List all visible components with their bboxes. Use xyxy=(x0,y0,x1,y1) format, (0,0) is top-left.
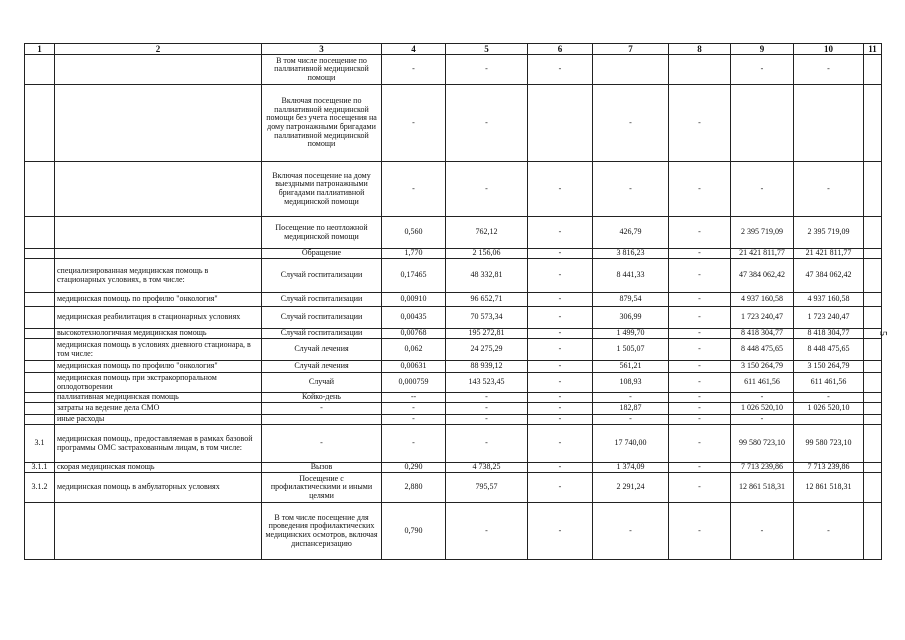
table-cell: - xyxy=(528,307,593,329)
table-cell: 8 418 304,77 xyxy=(731,329,794,339)
table-cell: - xyxy=(528,393,593,403)
table-cell: 99 580 723,10 xyxy=(794,425,864,463)
table-cell: - xyxy=(528,259,593,293)
table-cell: - xyxy=(528,473,593,503)
table-cell: - xyxy=(382,85,446,162)
table-cell: 1 723 240,47 xyxy=(731,307,794,329)
table-cell: 1 374,09 xyxy=(593,463,669,473)
table-cell: 1 026 520,10 xyxy=(731,403,794,415)
table-cell: 17 740,00 xyxy=(593,425,669,463)
table-cell: - xyxy=(382,403,446,415)
table-cell xyxy=(25,55,55,85)
table-row xyxy=(25,425,882,463)
table-cell: - xyxy=(528,463,593,473)
table-cell: - xyxy=(669,339,731,361)
table-cell: 2 291,24 xyxy=(593,473,669,503)
document-sheet xyxy=(24,43,882,560)
table-row xyxy=(25,85,882,162)
table-cell: - xyxy=(593,85,669,162)
table-row xyxy=(25,259,882,293)
table-cell: - xyxy=(446,393,528,403)
table-cell: - xyxy=(731,393,794,403)
table-cell: - xyxy=(669,259,731,293)
table-cell: - xyxy=(528,162,593,217)
table-cell xyxy=(864,503,882,560)
table-cell: - xyxy=(528,403,593,415)
table-cell: - xyxy=(528,293,593,307)
table-cell xyxy=(864,403,882,415)
table-row xyxy=(25,373,882,393)
table-cell: 88 939,12 xyxy=(446,361,528,373)
table-cell: 8 441,33 xyxy=(593,259,669,293)
table-cell: - xyxy=(446,85,528,162)
table-cell xyxy=(864,473,882,503)
table-cell xyxy=(55,503,262,560)
table-cell: Обращение xyxy=(262,249,382,259)
table-cell: - xyxy=(446,415,528,425)
table-cell: 3.1.1 xyxy=(25,463,55,473)
table-cell: 1 723 240,47 xyxy=(794,307,864,329)
table-cell: высокотехнологичная медицинская помощь xyxy=(55,329,262,339)
table-cell: 611 461,56 xyxy=(794,373,864,393)
table-cell xyxy=(25,293,55,307)
table-cell: Случай госпитализации xyxy=(262,293,382,307)
table-cell xyxy=(25,503,55,560)
table-cell xyxy=(864,259,882,293)
table-cell xyxy=(25,393,55,403)
table-cell: 0,00768 xyxy=(382,329,446,339)
table-cell xyxy=(864,425,882,463)
table-cell: - xyxy=(528,329,593,339)
table-cell: 1 505,07 xyxy=(593,339,669,361)
table-cell xyxy=(864,361,882,373)
table-cell: - xyxy=(382,55,446,85)
table-cell: - xyxy=(669,473,731,503)
table-cell: 182,87 xyxy=(593,403,669,415)
table-cell xyxy=(864,217,882,249)
table-cell xyxy=(864,293,882,307)
table-cell: специализированная медицинская помощь в стационарных условиях, в том числе: xyxy=(55,259,262,293)
table-row xyxy=(25,415,882,425)
table-cell xyxy=(864,307,882,329)
table-cell xyxy=(25,217,55,249)
table-cell: - xyxy=(528,339,593,361)
table-cell: - xyxy=(669,415,731,425)
table-cell: - xyxy=(731,55,794,85)
table-cell xyxy=(262,415,382,425)
table-cell: 3.1 xyxy=(25,425,55,463)
table-cell: 3 816,23 xyxy=(593,249,669,259)
table-cell: 195 272,81 xyxy=(446,329,528,339)
table-cell: - xyxy=(262,425,382,463)
table-cell: Случай госпитализации xyxy=(262,259,382,293)
table-cell xyxy=(25,415,55,425)
table-cell: 2 395 719,09 xyxy=(731,217,794,249)
table-cell: медицинская помощь при экстракорпоральном оплодотворении xyxy=(55,373,262,393)
table-cell: 70 573,34 xyxy=(446,307,528,329)
page-number: 5 xyxy=(877,331,888,336)
table-cell: - xyxy=(528,503,593,560)
table-cell: 21 421 811,77 xyxy=(731,249,794,259)
table-cell xyxy=(55,249,262,259)
table-cell: 48 332,81 xyxy=(446,259,528,293)
col-header: 3 xyxy=(262,44,382,55)
col-header: 10 xyxy=(794,44,864,55)
table-cell: 3 150 264,79 xyxy=(794,361,864,373)
table-cell: 4 738,25 xyxy=(446,463,528,473)
table-cell: 47 384 062,42 xyxy=(731,259,794,293)
table-cell: 2,880 xyxy=(382,473,446,503)
table-cell xyxy=(25,339,55,361)
table-row xyxy=(25,403,882,415)
table-cell: Вызов xyxy=(262,463,382,473)
col-header: 1 xyxy=(25,44,55,55)
table-cell: - xyxy=(669,293,731,307)
table-row xyxy=(25,361,882,373)
table-cell: 8 418 304,77 xyxy=(794,329,864,339)
table-cell: 2 395 719,09 xyxy=(794,217,864,249)
table-cell: - xyxy=(528,217,593,249)
table-cell: 8 448 475,65 xyxy=(731,339,794,361)
table-cell: - xyxy=(593,162,669,217)
table-cell xyxy=(55,55,262,85)
table-cell: Случай xyxy=(262,373,382,393)
table-cell: - xyxy=(528,361,593,373)
table-cell: 96 652,71 xyxy=(446,293,528,307)
table-cell: - xyxy=(446,403,528,415)
table-row xyxy=(25,217,882,249)
table-cell: - xyxy=(593,393,669,403)
table-cell: - xyxy=(528,249,593,259)
table-cell: 99 580 723,10 xyxy=(731,425,794,463)
table-cell: 3 150 264,79 xyxy=(731,361,794,373)
table-cell xyxy=(731,85,794,162)
table-cell: - xyxy=(669,217,731,249)
table-cell: - xyxy=(382,425,446,463)
table-cell: Случай лечения xyxy=(262,361,382,373)
table-cell xyxy=(55,85,262,162)
table-cell: медицинская реабилитация в стационарных условиях xyxy=(55,307,262,329)
table-cell xyxy=(25,85,55,162)
table-cell: 0,00910 xyxy=(382,293,446,307)
table-cell xyxy=(864,339,882,361)
table-cell: - xyxy=(794,55,864,85)
table-cell: паллиативная медицинская помощь xyxy=(55,393,262,403)
table-cell: 879,54 xyxy=(593,293,669,307)
table-row xyxy=(25,55,882,85)
table-cell: 762,12 xyxy=(446,217,528,249)
col-header: 7 xyxy=(593,44,669,55)
table-cell: медицинская помощь по профилю "онкология" xyxy=(55,361,262,373)
table-cell: - xyxy=(669,162,731,217)
table-cell: - xyxy=(528,55,593,85)
col-header: 5 xyxy=(446,44,528,55)
table-row xyxy=(25,307,882,329)
table-cell: - xyxy=(669,373,731,393)
table-cell: 306,99 xyxy=(593,307,669,329)
table-cell: 7 713 239,86 xyxy=(731,463,794,473)
table-cell: 426,79 xyxy=(593,217,669,249)
table-cell: - xyxy=(382,162,446,217)
table-cell: 108,93 xyxy=(593,373,669,393)
table-cell: - xyxy=(446,162,528,217)
table-cell: медицинская помощь, предоставляемая в рамках базовой программы ОМС застрахованным лицам, в том числе: xyxy=(55,425,262,463)
table-cell xyxy=(25,373,55,393)
table-cell xyxy=(25,249,55,259)
table-cell: 1,770 xyxy=(382,249,446,259)
table-cell: - xyxy=(669,361,731,373)
table-row xyxy=(25,339,882,361)
table-cell: 7 713 239,86 xyxy=(794,463,864,473)
table-cell: - xyxy=(794,393,864,403)
table-cell xyxy=(669,55,731,85)
table-cell: 0,560 xyxy=(382,217,446,249)
table-cell: 0,790 xyxy=(382,503,446,560)
table-cell: Посещение по неотложной медицинской помощи xyxy=(262,217,382,249)
table-row xyxy=(25,162,882,217)
table-cell xyxy=(794,415,864,425)
table-cell: - xyxy=(262,403,382,415)
table-cell: - xyxy=(669,503,731,560)
table-cell: Включая посещение на дому выездными патронажными бригадами паллиативной медицинской помощи xyxy=(262,162,382,217)
table-cell: - xyxy=(528,415,593,425)
table-cell: 2 156,06 xyxy=(446,249,528,259)
table-cell xyxy=(794,85,864,162)
table-cell: Посещение с профилактическими и иными целями xyxy=(262,473,382,503)
table-cell: 12 861 518,31 xyxy=(731,473,794,503)
table-cell xyxy=(864,162,882,217)
table-cell: Койко-день xyxy=(262,393,382,403)
table-cell: - xyxy=(731,503,794,560)
table-cell xyxy=(593,55,669,85)
table-cell: 1 499,70 xyxy=(593,329,669,339)
table-cell: Случай лечения xyxy=(262,339,382,361)
tariff-table xyxy=(24,43,882,560)
table-cell: 21 421 811,77 xyxy=(794,249,864,259)
table-cell: медицинская помощь в амбулаторных условиях xyxy=(55,473,262,503)
table-cell xyxy=(25,403,55,415)
col-header: 8 xyxy=(669,44,731,55)
table-cell: - xyxy=(593,415,669,425)
table-row xyxy=(25,463,882,473)
table-cell xyxy=(864,463,882,473)
table-cell: 0,17465 xyxy=(382,259,446,293)
table-row xyxy=(25,249,882,259)
table-cell: - xyxy=(446,55,528,85)
table-row xyxy=(25,293,882,307)
table-cell: Включая посещение по паллиативной медицинской помощи без учета посещения на дому патронажными бригадами паллиативной медицинской помощи xyxy=(262,85,382,162)
table-cell xyxy=(864,373,882,393)
table-cell: 3.1.2 xyxy=(25,473,55,503)
table-cell xyxy=(528,85,593,162)
table-cell: 0,290 xyxy=(382,463,446,473)
table-cell: - xyxy=(669,329,731,339)
table-cell: - xyxy=(593,503,669,560)
column-number-row xyxy=(25,44,882,55)
table-cell: - xyxy=(794,503,864,560)
table-cell: 4 937 160,58 xyxy=(794,293,864,307)
col-header: 4 xyxy=(382,44,446,55)
table-cell xyxy=(864,415,882,425)
table-cell: Случай госпитализации xyxy=(262,307,382,329)
table-cell: медицинская помощь по профилю "онкология" xyxy=(55,293,262,307)
table-cell: -- xyxy=(382,393,446,403)
table-cell: - xyxy=(669,403,731,415)
table-cell: - xyxy=(669,307,731,329)
table-cell xyxy=(55,162,262,217)
table-cell: 561,21 xyxy=(593,361,669,373)
table-cell: 24 275,29 xyxy=(446,339,528,361)
table-cell: 0,062 xyxy=(382,339,446,361)
table-cell: 47 384 062,42 xyxy=(794,259,864,293)
table-cell: Случай госпитализации xyxy=(262,329,382,339)
table-cell: 143 523,45 xyxy=(446,373,528,393)
table-cell xyxy=(25,307,55,329)
table-cell xyxy=(25,162,55,217)
table-cell: 0,00631 xyxy=(382,361,446,373)
table-body xyxy=(25,55,882,560)
table-cell: - xyxy=(446,503,528,560)
table-cell: - xyxy=(382,415,446,425)
table-cell: медицинская помощь в условиях дневного стационара, в том числе: xyxy=(55,339,262,361)
col-header: 6 xyxy=(528,44,593,55)
table-cell: - xyxy=(669,393,731,403)
table-cell: 0,00435 xyxy=(382,307,446,329)
table-cell: скорая медицинская помощь xyxy=(55,463,262,473)
col-header: 9 xyxy=(731,44,794,55)
table-row xyxy=(25,503,882,560)
table-cell: 12 861 518,31 xyxy=(794,473,864,503)
table-cell: - xyxy=(669,249,731,259)
table-cell xyxy=(25,259,55,293)
table-row xyxy=(25,393,882,403)
table-cell: - xyxy=(528,425,593,463)
table-cell: 8 448 475,65 xyxy=(794,339,864,361)
table-cell: - xyxy=(669,85,731,162)
table-cell xyxy=(55,217,262,249)
table-cell: В том числе посещение по паллиативной медицинской помощи xyxy=(262,55,382,85)
table-cell: - xyxy=(669,425,731,463)
table-cell: иные расходы xyxy=(55,415,262,425)
table-cell xyxy=(25,329,55,339)
table-cell xyxy=(864,55,882,85)
table-cell: - xyxy=(528,373,593,393)
table-cell: - xyxy=(446,425,528,463)
table-row xyxy=(25,473,882,503)
table-row xyxy=(25,329,882,339)
table-cell: затраты на ведение дела СМО xyxy=(55,403,262,415)
col-header: 11 xyxy=(864,44,882,55)
table-cell: 1 026 520,10 xyxy=(794,403,864,415)
table-cell: 4 937 160,58 xyxy=(731,293,794,307)
table-cell: 795,57 xyxy=(446,473,528,503)
table-cell: - xyxy=(731,162,794,217)
table-cell: В том числе посещение для проведения профилактических медицинских осмотров, включая диспансеризацию xyxy=(262,503,382,560)
table-cell xyxy=(864,249,882,259)
table-cell xyxy=(864,85,882,162)
table-cell xyxy=(864,393,882,403)
table-cell: 0,000759 xyxy=(382,373,446,393)
table-cell: - xyxy=(731,415,794,425)
table-cell: 611 461,56 xyxy=(731,373,794,393)
table-cell: - xyxy=(794,162,864,217)
col-header: 2 xyxy=(55,44,262,55)
table-cell xyxy=(25,361,55,373)
table-cell: - xyxy=(669,463,731,473)
